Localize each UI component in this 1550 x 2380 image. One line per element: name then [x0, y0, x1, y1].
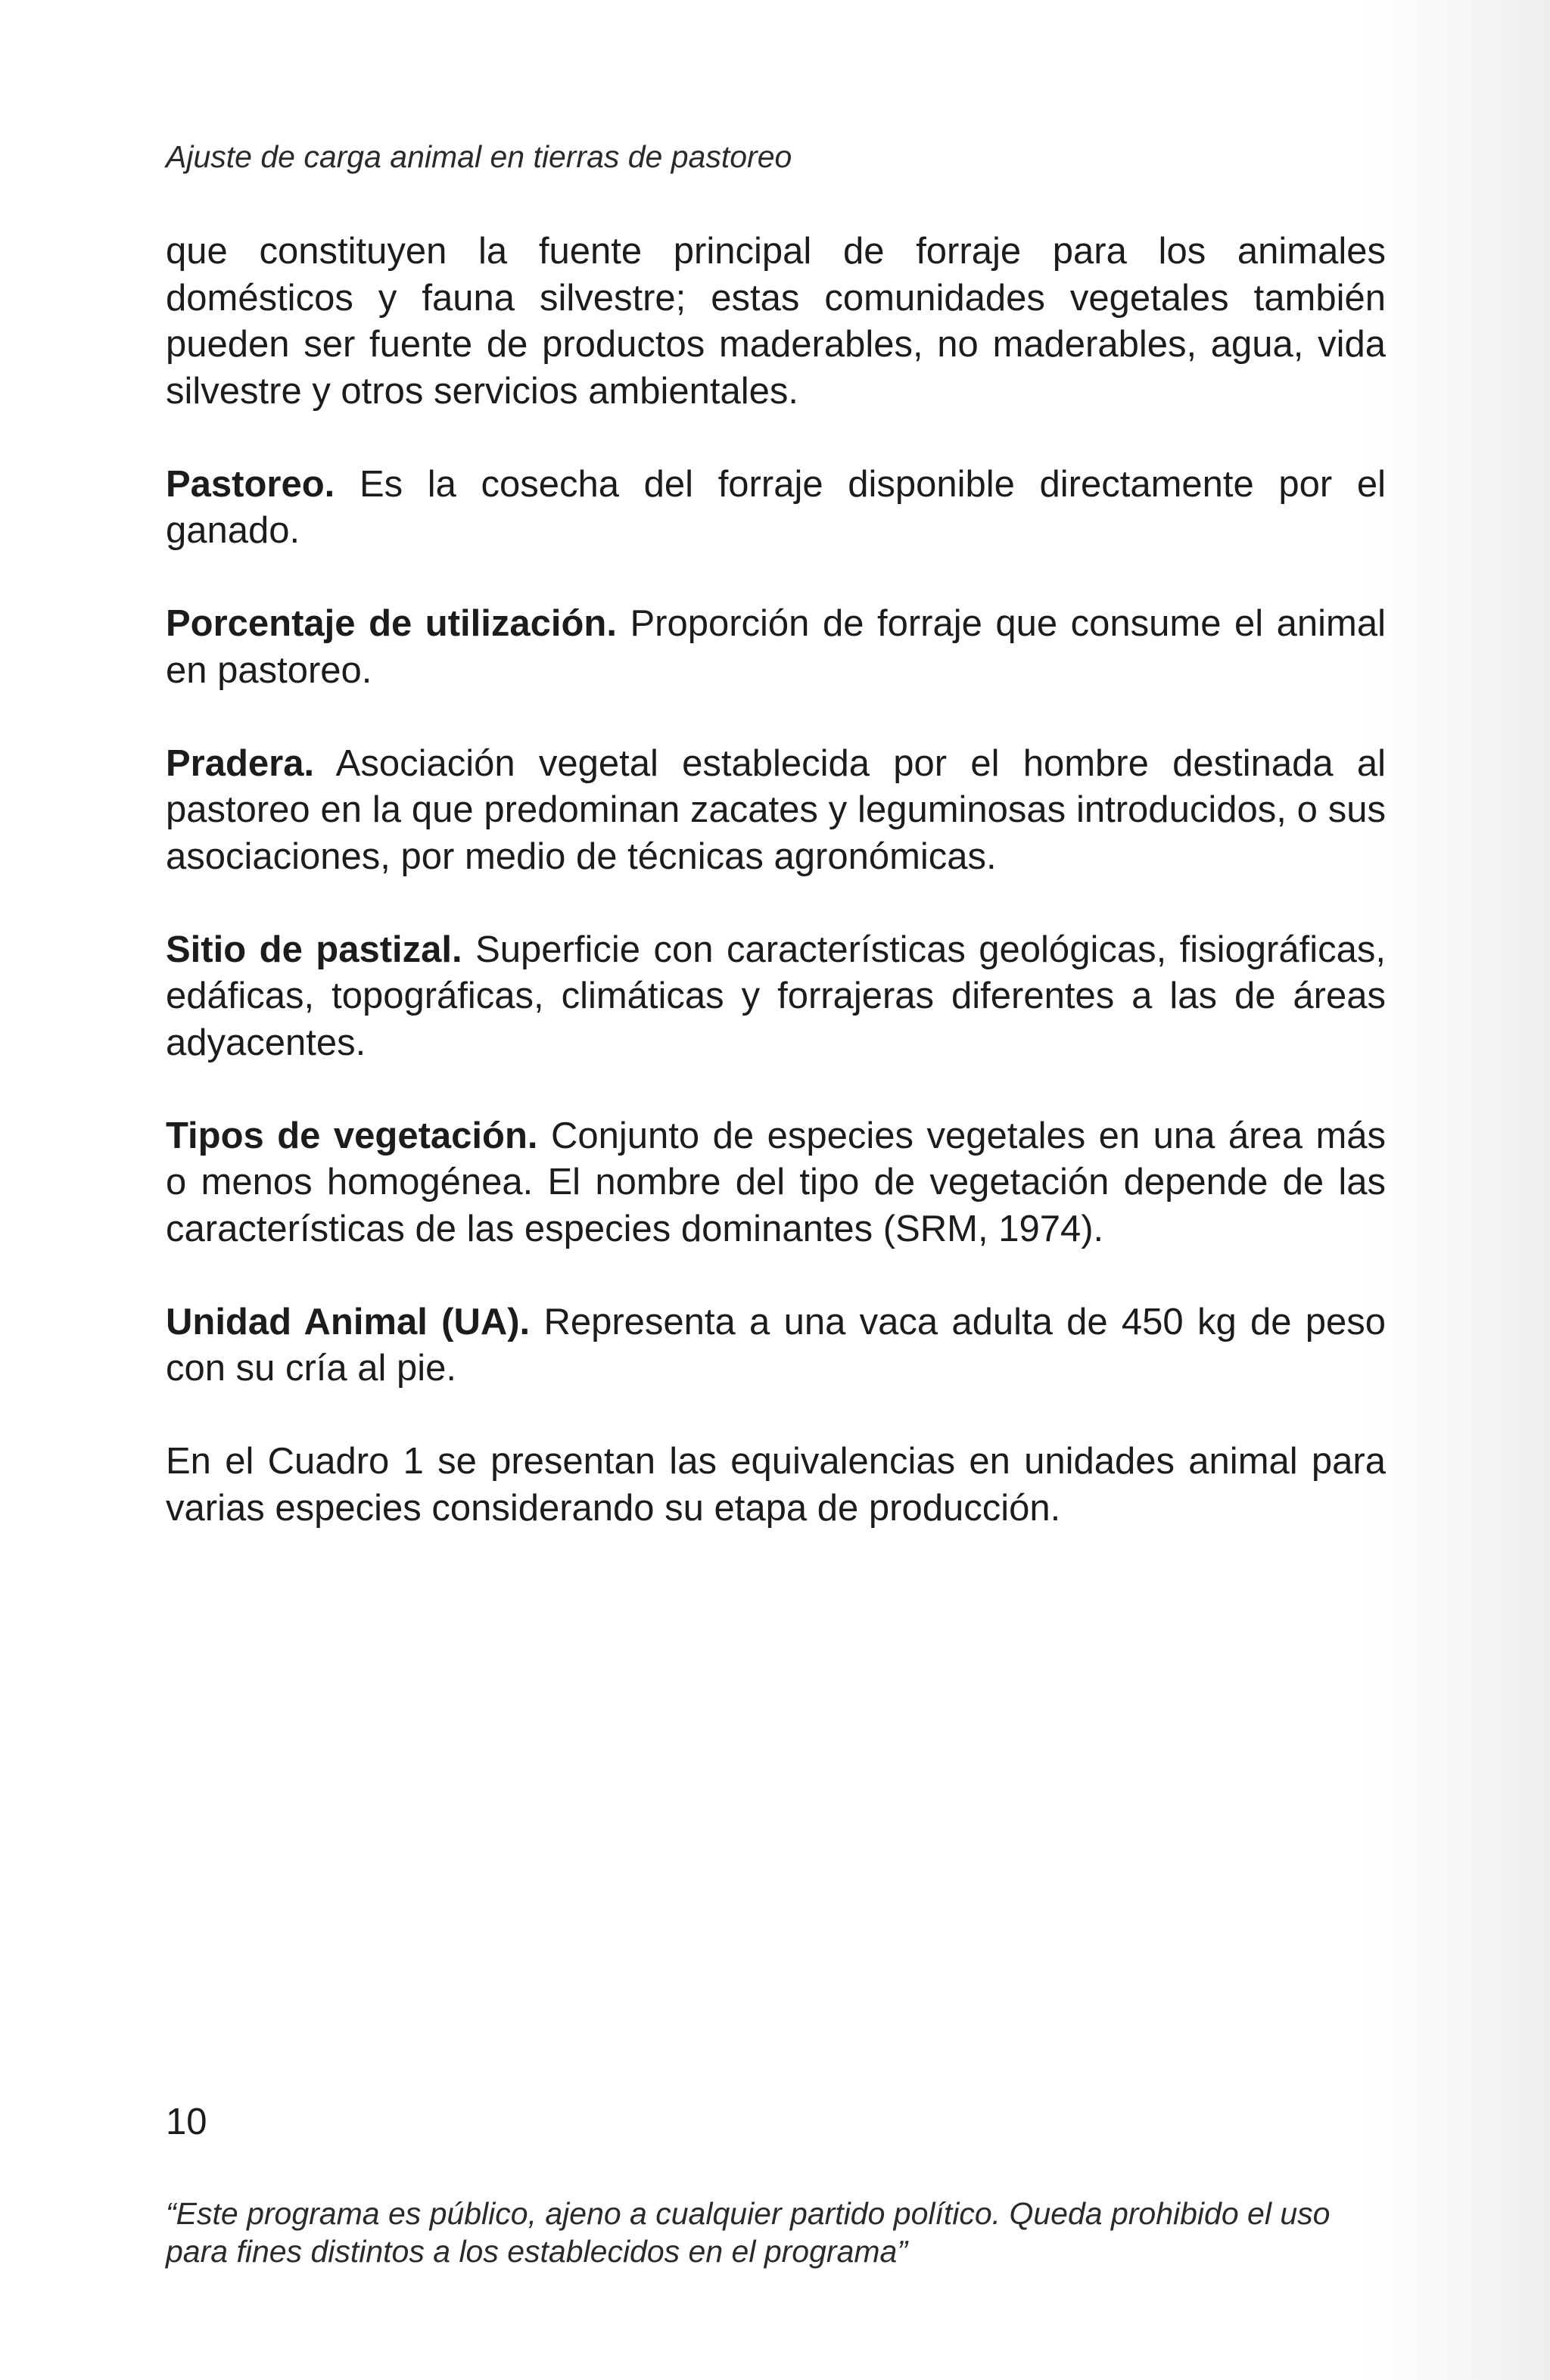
definition-tipos-vegetacion	[166, 1113, 1386, 1253]
definition-term: Pastoreo.	[166, 463, 335, 505]
definition-text: Es la cosecha del forraje disponible directamente por el ganado.	[166, 463, 1386, 551]
definition-term: Porcentaje de utilización.	[166, 603, 617, 644]
running-title: Ajuste de carga animal en tierras de pastoreo	[166, 139, 792, 174]
definition-porcentaje-utilizacion	[166, 601, 1386, 694]
definition-term: Pradera.	[166, 742, 315, 784]
definition-text: Conjunto de especies vegetales en una área más o menos homogénea. El nombre del tipo de vegetación depende de las características de las especies dominantes (SRM, 1974).	[166, 1115, 1387, 1249]
definition-text: Asociación vegetal establecida por el hombre destinada al pastoreo en la que predominan zacates y leguminosas introducidos, o sus asociaciones, por medio de técnicas agronómicas.	[166, 742, 1386, 877]
definition-text: Proporción de forraje que consume el animal en pastoreo.	[166, 603, 1386, 691]
definition-pastoreo	[166, 462, 1386, 555]
definition-term: Unidad Animal (UA).	[166, 1301, 531, 1342]
definition-text: Representa a una vaca adulta de 450 kg de peso con su cría al pie.	[166, 1301, 1387, 1389]
page-number: 10	[166, 2102, 207, 2142]
paragraph-text: que constituyen la fuente principal de forraje para los animales domésticos y fauna silvestre; estas comunidades vegetales también pueden ser fuente de productos maderables, no maderables, agua, vida silvestre y otros servicios ambientales.	[166, 231, 1386, 412]
body-text	[166, 229, 1386, 1579]
definition-term: Tipos de vegetación.	[166, 1115, 538, 1156]
paragraph-text: En el Cuadro 1 se presentan las equivalencias en unidades animal para varias especies considerando su etapa de producción.	[166, 1441, 1386, 1529]
footer-disclaimer: “Este programa es público, ajeno a cualquier partido político. Queda prohibido el uso para fines distintos a los establecidos en el programa”	[166, 2196, 1331, 2269]
paragraph-intro-continuation	[166, 229, 1386, 415]
paragraph-cuadro-reference	[166, 1439, 1386, 1532]
definition-unidad-animal	[166, 1299, 1386, 1392]
definition-text: Superficie con características geológicas, fisiográficas, edáficas, topográficas, climáticas y forrajeras diferentes a las de áreas adyacentes.	[166, 929, 1386, 1063]
definition-term: Sitio de pastizal.	[166, 929, 462, 970]
definition-sitio-pastizal	[166, 927, 1386, 1067]
definition-pradera	[166, 741, 1386, 881]
